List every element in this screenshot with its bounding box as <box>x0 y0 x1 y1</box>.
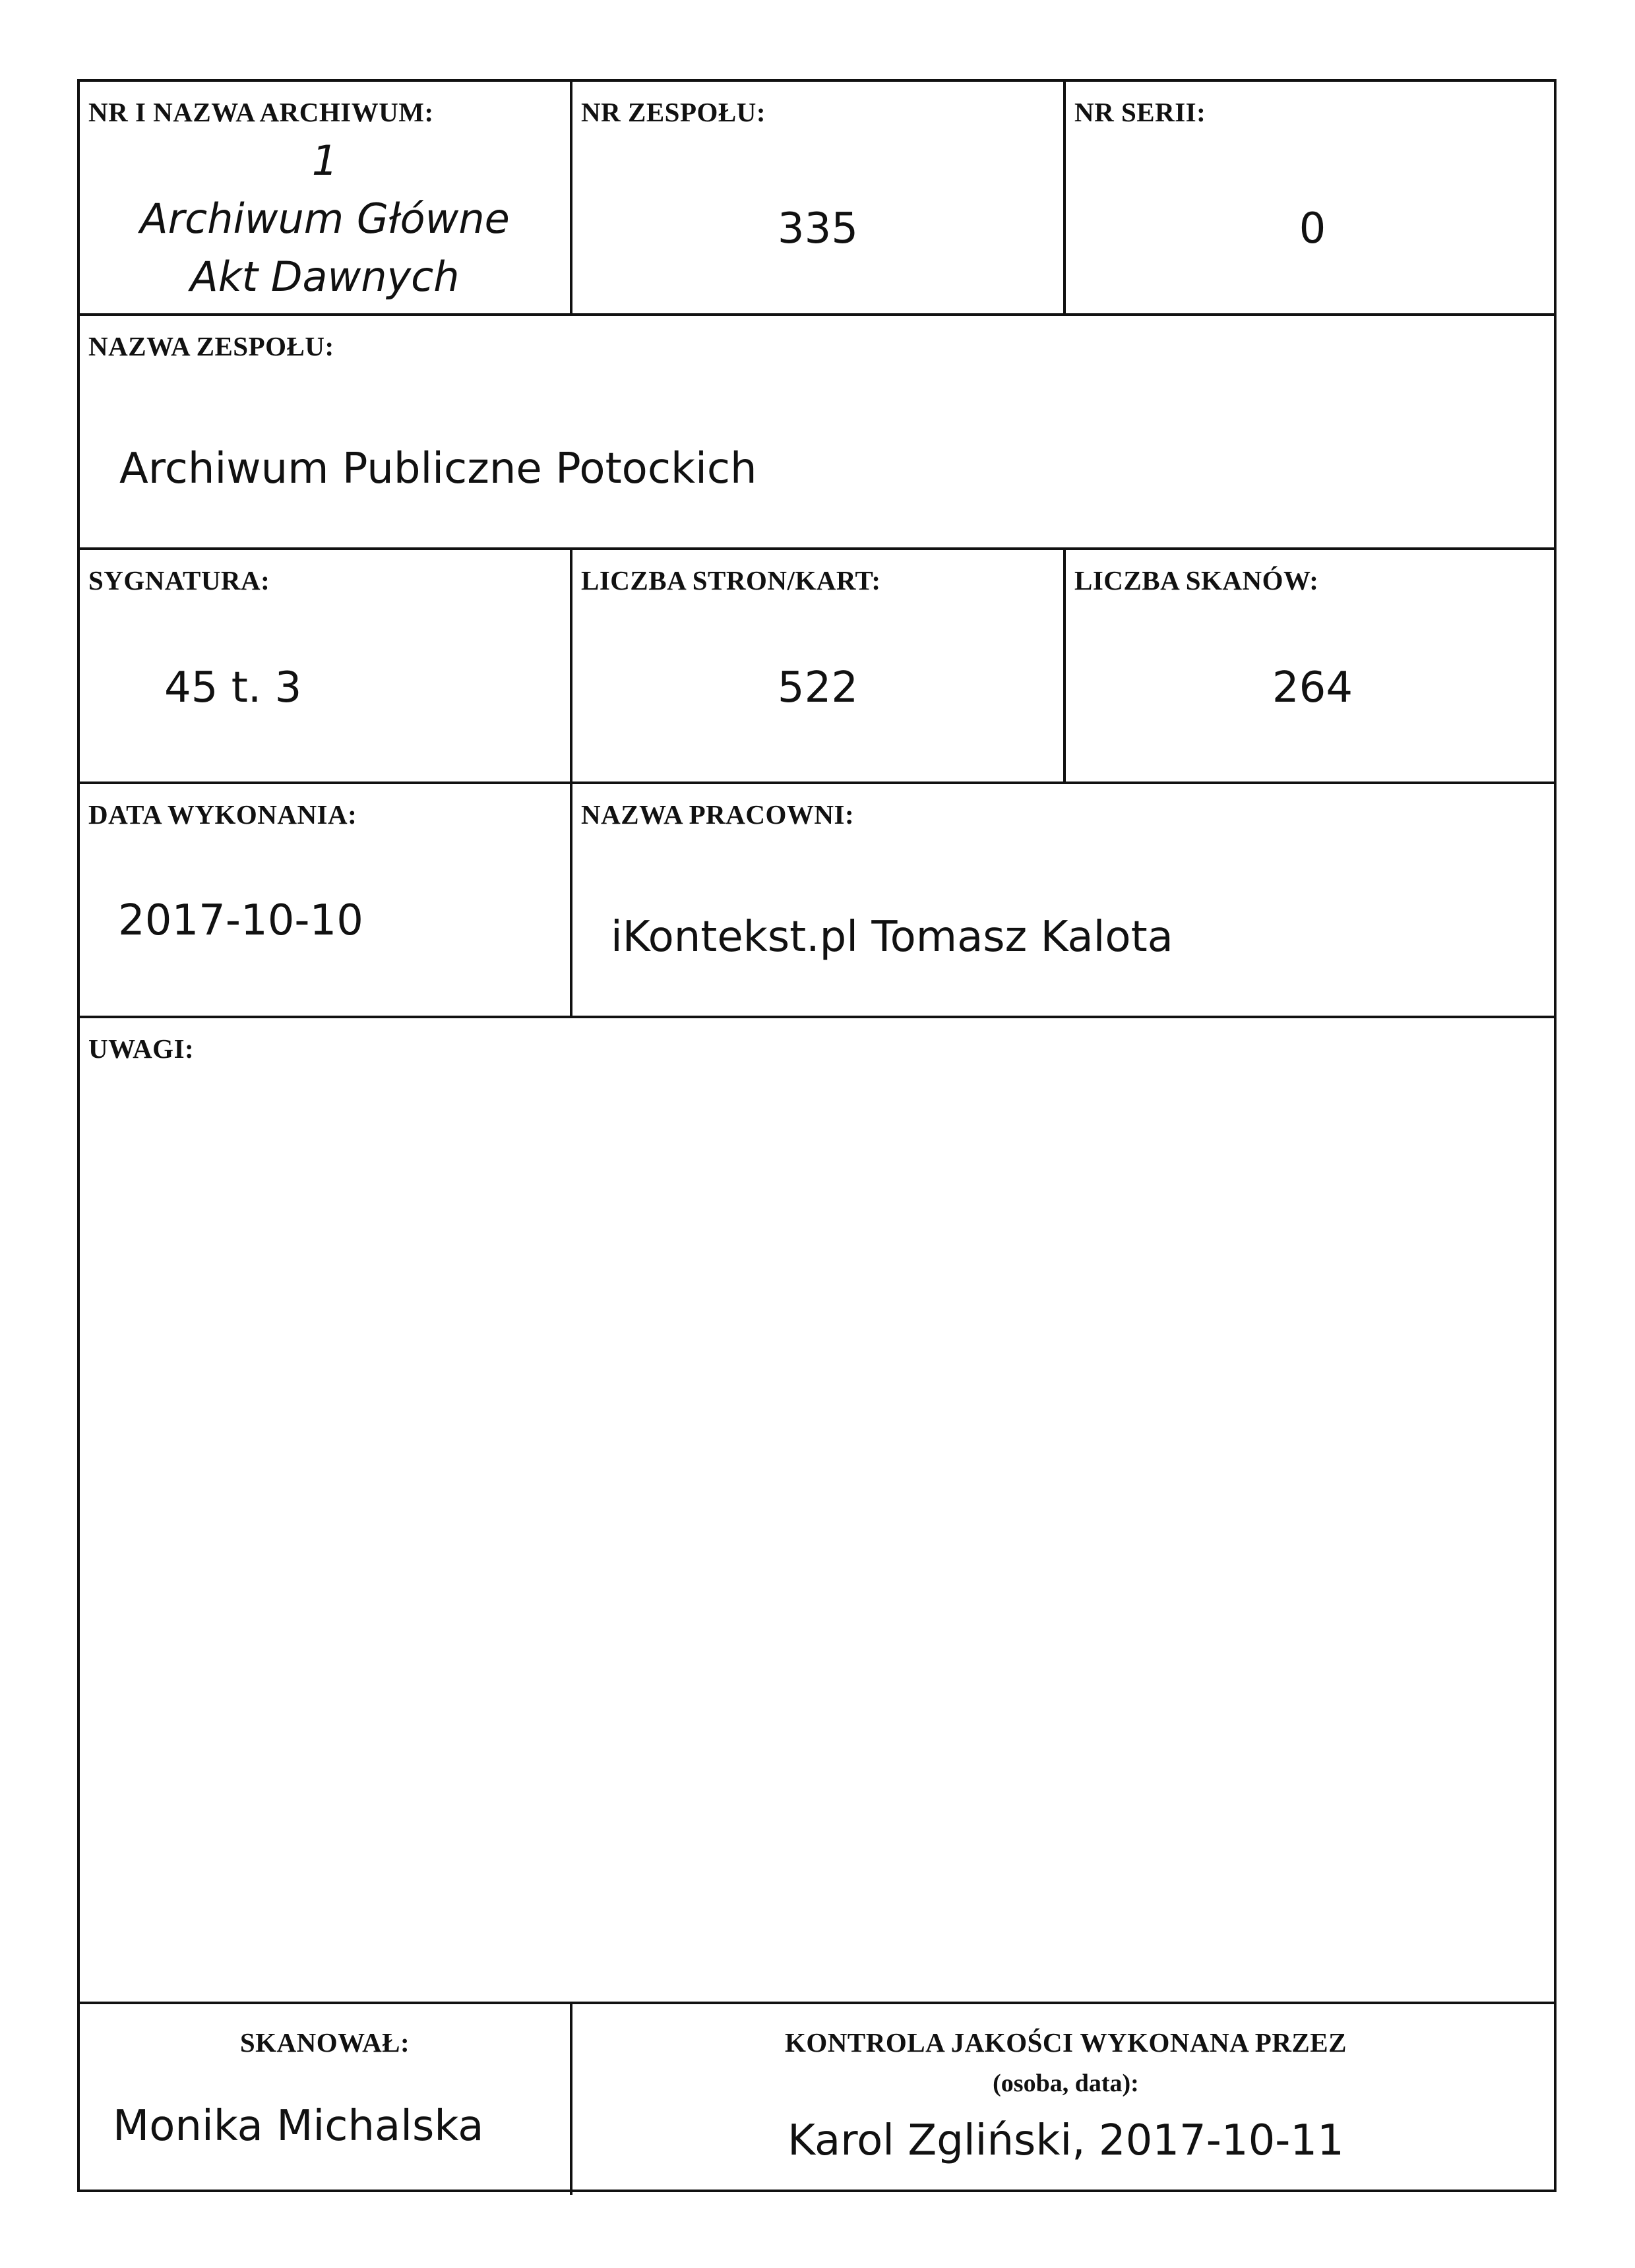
studio-value: iKontekst.pl Tomasz Kalota <box>611 913 1173 962</box>
archive-number: 1 <box>311 137 338 185</box>
scanned-by-label: SKANOWAŁ: <box>239 2027 410 2058</box>
row-signature <box>80 550 1554 784</box>
row-archive <box>80 82 1554 316</box>
archive-name-line1: Archiwum Główne <box>140 195 510 243</box>
fonds-number-value: 335 <box>777 204 859 253</box>
archive-label: NR I NAZWA ARCHIWUM: <box>88 97 434 127</box>
signature-label: SYGNATURA: <box>88 565 270 596</box>
cell-archive <box>80 82 572 313</box>
cell-notes <box>80 1018 1554 2002</box>
row-date-studio <box>80 784 1554 1018</box>
row-signoff <box>80 2004 1554 2195</box>
fonds-name-label: NAZWA ZESPOŁU: <box>88 331 334 361</box>
date-label: DATA WYKONANIA: <box>88 799 357 830</box>
fonds-number-label: NR ZESPOŁU: <box>581 97 766 127</box>
notes-label: UWAGI: <box>88 1033 195 1064</box>
cell-date <box>80 784 572 1016</box>
qc-label: KONTROLA JAKOŚCI WYKONANA PRZEZ <box>785 2027 1347 2058</box>
pages-label: LICZBA STRON/KART: <box>581 565 881 596</box>
series-number-label: NR SERII: <box>1074 97 1206 127</box>
qc-value: Karol Zgliński, 2017-10-11 <box>787 2116 1344 2165</box>
signature-value: 45 t. 3 <box>164 663 302 712</box>
studio-label: NAZWA PRACOWNI: <box>581 799 855 830</box>
scanned-by-value: Monika Michalska <box>113 2102 484 2151</box>
row-notes <box>80 1018 1554 2004</box>
scans-value: 264 <box>1272 663 1353 712</box>
cell-fonds-number <box>572 82 1066 313</box>
archive-name-line2: Akt Dawnych <box>190 253 460 301</box>
date-value: 2017-10-10 <box>118 896 363 945</box>
archive-value <box>80 132 570 306</box>
cell-signature <box>80 550 572 782</box>
cell-pages <box>572 550 1066 782</box>
pages-value: 522 <box>777 663 859 712</box>
series-number-value: 0 <box>1299 204 1326 253</box>
cell-scans <box>1066 550 1559 782</box>
cell-fonds-name <box>80 316 1554 547</box>
row-fonds-name <box>80 316 1554 550</box>
metadata-form <box>77 79 1557 2192</box>
cell-scanned-by <box>80 2004 572 2195</box>
qc-sublabel: (osoba, data): <box>993 2069 1139 2097</box>
fonds-name-value: Archiwum Publiczne Potockich <box>119 444 757 493</box>
cell-series-number <box>1066 82 1559 313</box>
scans-label: LICZBA SKANÓW: <box>1074 565 1319 596</box>
cell-quality-control <box>572 2004 1559 2195</box>
cell-studio <box>572 784 1559 1016</box>
